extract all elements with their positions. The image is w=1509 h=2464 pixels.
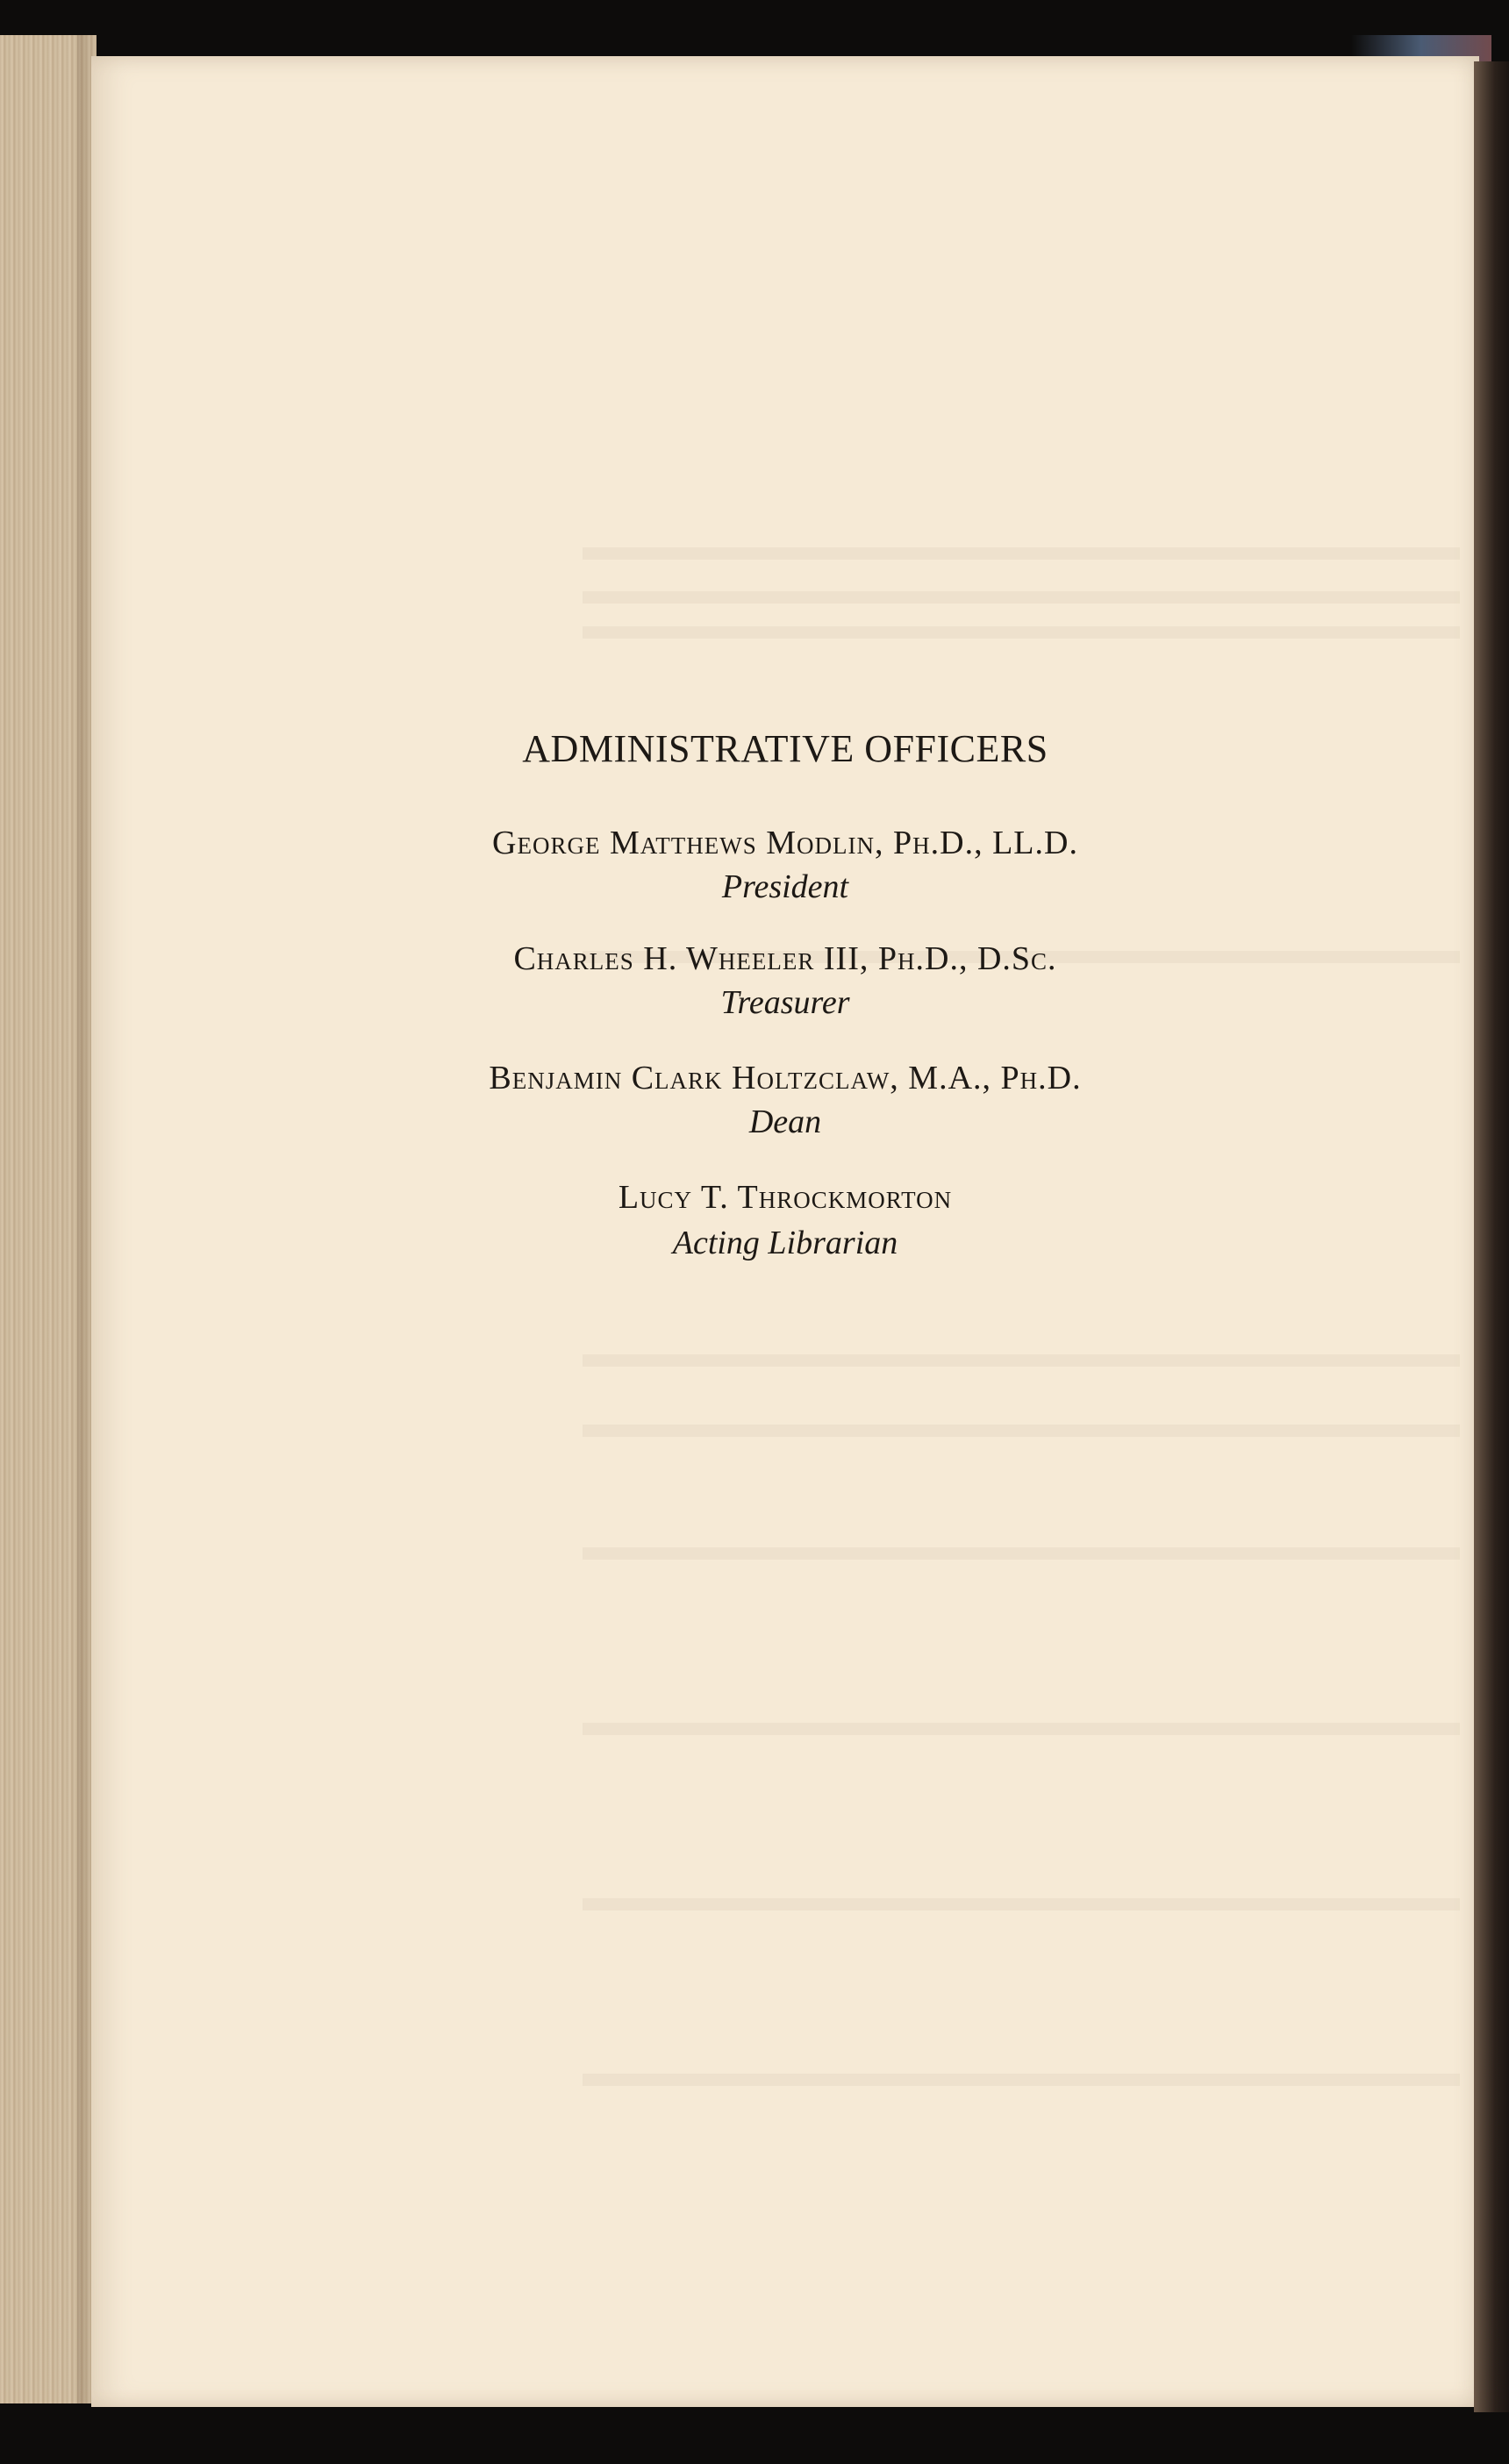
- bleed-through-line: [583, 1898, 1460, 1910]
- officer-name: Charles H. Wheeler III, Ph.D., D.Sc.: [513, 940, 1057, 977]
- bleed-through-line: [583, 626, 1460, 639]
- bleed-through-line: [583, 2074, 1460, 2086]
- bleed-through-line: [583, 547, 1460, 560]
- officer-name: Benjamin Clark Holtzclaw, M.A., Ph.D.: [489, 1060, 1082, 1096]
- bleed-through-line: [583, 1425, 1460, 1437]
- bleed-through-line: [583, 1547, 1460, 1560]
- bleed-through-line: [583, 591, 1460, 604]
- officer-name: George Matthews Modlin, Ph.D., LL.D.: [492, 825, 1078, 861]
- officer-title: Acting Librarian: [672, 1225, 898, 1261]
- bleed-through-line: [583, 1723, 1460, 1735]
- officer-title: Dean: [748, 1103, 822, 1140]
- bleed-through-line: [583, 1354, 1460, 1367]
- page-title: ADMINISTRATIVE OFFICERS: [522, 727, 1048, 770]
- officer-title: President: [721, 868, 849, 905]
- officer-title: Treasurer: [720, 984, 850, 1021]
- cover-edge: [1474, 61, 1509, 2412]
- officer-name: Lucy T. Throckmorton: [618, 1179, 953, 1216]
